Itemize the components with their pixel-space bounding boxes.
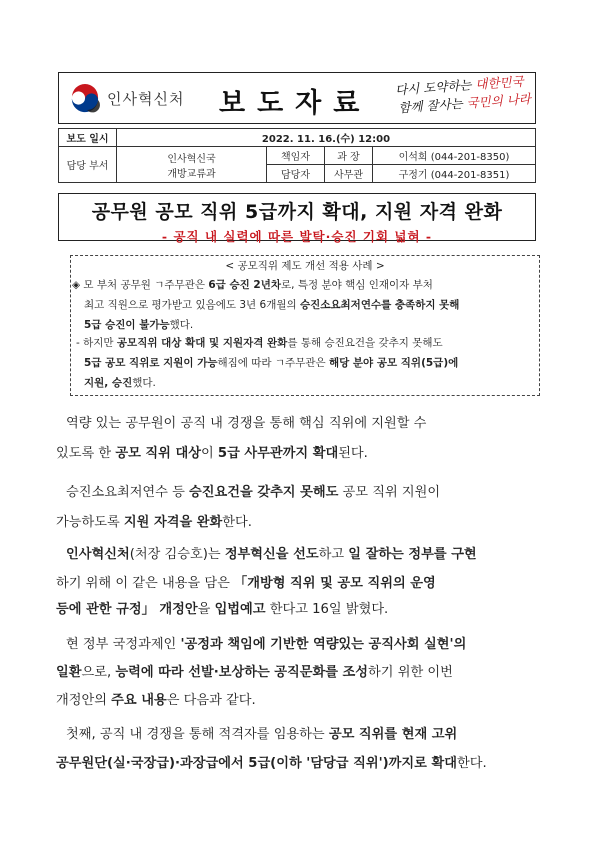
case-line: - 하지만 공모직위 대상 확대 및 지원자격 완화를 통해 승진요건을 갖추지 못해도 [76,337,443,349]
diamond-bullet-icon: ◈ [72,279,81,291]
press-release-title: 보도자료 [219,88,372,119]
body-line: 공무원단(실·국장급)·과장급에서 5급(이하 '담당급 직위')까지로 확대한다. [56,756,487,771]
body-line: 가능하도록 지원 자격을 완화한다. [56,515,252,530]
body-line: 개정안의 주요 내용은 다음과 같다. [56,693,256,708]
body-line: 하기 위해 이 같은 내용을 담은 「개방형 직위 및 공모 직위의 운영 [56,576,436,591]
responsible-name: 이석희 (044-201-8350) [373,147,536,165]
case-line: 최고 직원으로 평가받고 있음에도 3년 6개월의 승진소요최저연수를 충족하지 못해 [84,299,460,311]
slogan-line2: 함께 잘사는 국민의 나라 [397,91,532,116]
body-line: 등에 관한 규정」 개정안을 입법예고 한다고 16일 밝혔다. [56,602,389,617]
release-date-label: 보도 일시 [59,129,117,147]
case-line: 지원, 승진했다. [84,377,156,389]
organization-name: 인사혁신처 [107,90,185,108]
press-header [58,72,536,124]
slogan-line1: 다시 도약하는 대한민국 [394,73,525,98]
body-line: 승진소요최저연수 등 승진요건을 갖추지 못해도 공모 직위 지원이 [66,485,441,500]
staff-label: 담당자 [267,165,325,183]
government-logo-icon [69,83,101,115]
release-date-value: 2022. 11. 16.(수) 12:00 [117,129,536,147]
body-line: 있도록 한 공모 직위 대상이 5급 사무관까지 확대된다. [56,446,368,461]
case-line: ◈ 모 부처 공무원 ㄱ주무관은 6급 승진 2년차로, 특정 분야 핵심 인재이자 부처 [72,279,433,291]
case-box-border [70,255,540,396]
body-line: 현 정부 국정과제인 '공정과 책임에 기반한 역량있는 공직사회 실현'의 [66,637,467,652]
headline: 공무원 공모 직위 5급까지 확대, 지원 자격 완화 [91,201,503,223]
body-line: 역량 있는 공무원이 공직 내 경쟁을 통해 핵심 직위에 지원할 수 [66,416,427,431]
staff-name: 구정기 (044-201-8351) [373,165,536,183]
responsible-title: 과 장 [325,147,373,165]
staff-title: 사무관 [325,165,373,183]
case-line: 5급 승진이 불가능했다. [84,319,194,331]
case-heading: < 공모직위 제도 개선 적용 사례 > [225,260,385,272]
responsible-label: 책임자 [267,147,325,165]
headline-box [58,193,536,244]
body-line: 인사혁신처(처장 김승호)는 정부혁신을 선도하고 일 잘하는 정부를 구현 [66,547,477,562]
government-slogan [388,72,532,118]
case-line: 5급 공모 직위로 지원이 가능해짐에 따라 ㄱ주무관은 해당 분야 공모 직위(5급)에 [84,357,459,369]
subheadline: - 공직 내 실력에 따른 발탁·승진 기회 넓혀 - [161,229,433,244]
body-line: 일환으로, 능력에 따라 선발·보상하는 공직문화를 조성하기 위한 이번 [56,665,453,680]
department-value: 인사혁신국 개방교류과 [117,147,267,183]
department-label: 담당 부서 [59,147,117,183]
body-line: 첫째, 공직 내 경쟁을 통해 적격자를 임용하는 공모 직위를 현재 고위 [66,727,458,742]
release-info-table [58,128,536,183]
